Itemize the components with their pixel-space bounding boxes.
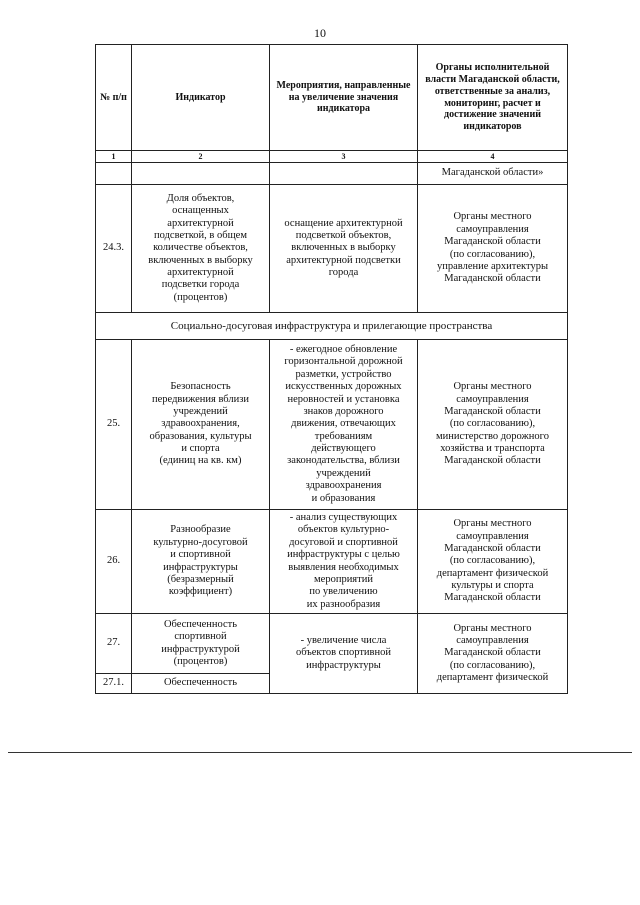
cell-measures: - увеличение числа объектов спортивной инфраструктуры — [270, 614, 418, 694]
page-number: 10 — [314, 26, 326, 40]
table-row — [96, 510, 568, 614]
column-number: 2 — [132, 151, 270, 163]
bottom-divider — [8, 752, 632, 753]
header-measures: Мероприятия, направленные на увеличение значения индикатора — [270, 45, 418, 151]
cell-indicator: Разнообразие культурно-досуговой и спортивной инфраструктуры (безразмерный коэффициент) — [132, 510, 270, 614]
continuation-row — [96, 163, 568, 185]
cell-organs: Магаданской области» — [418, 163, 568, 185]
section-row — [96, 313, 568, 340]
section-title: Социально-досуговая инфраструктура и прилегающие пространства — [96, 313, 568, 340]
cell-measures: - ежегодное обновление горизонтальной дорожной разметки, устройство искусственных дорожных неровностей и установка знаков дорожного движения, отвечающих требованиям действующего законодательства, вблизи учреждений здравоохранения и образования — [270, 340, 418, 510]
table-row — [96, 340, 568, 510]
column-number: 3 — [270, 151, 418, 163]
header-no: № п/п — [96, 45, 132, 151]
cell-indicator: Безопасность передвижения вблизи учреждений здравоохранения, образования, культуры и спорта (единиц на кв. км) — [132, 340, 270, 510]
cell-measures: оснащение архитектурной подсветкой объектов, включенных в выборку архитектурной подсветки города — [270, 185, 418, 313]
column-number: 1 — [96, 151, 132, 163]
table-row — [96, 185, 568, 313]
cell-no: 24.3. — [96, 185, 132, 313]
cell-measures — [270, 163, 418, 185]
column-number-row — [96, 151, 568, 163]
table-row — [96, 614, 568, 674]
cell-indicator: Обеспеченность — [132, 674, 270, 694]
header-row — [96, 45, 568, 151]
column-number: 4 — [418, 151, 568, 163]
cell-organs: Органы местного самоуправления Магаданской области (по согласованию), управление архитектуры Магаданской области — [418, 185, 568, 313]
cell-organs: Органы местного самоуправления Магаданской области (по согласованию), департамент физической — [418, 614, 568, 694]
cell-measures: - анализ существующих объектов культурно- досуговой и спортивной инфраструктуры с целью выявления необходимых мероприятий по увеличению их разнообразия — [270, 510, 418, 614]
header-organs: Органы исполнительной власти Магаданской области, ответственные за анализ, мониторинг, расчет и достижение значений индикаторов — [418, 45, 568, 151]
cell-no: 27.1. — [96, 674, 132, 694]
cell-indicator — [132, 163, 270, 185]
indicators-table — [95, 44, 568, 694]
cell-indicator: Доля объектов, оснащенных архитектурной подсветкой, в общем количестве объектов, включенных в выборку архитектурной подсветки города (процентов) — [132, 185, 270, 313]
cell-no: 27. — [96, 614, 132, 674]
header-indicator: Индикатор — [132, 45, 270, 151]
cell-organs: Органы местного самоуправления Магаданской области (по согласованию), министерство дорожного хозяйства и транспорта Магаданской области — [418, 340, 568, 510]
cell-indicator: Обеспеченность спортивной инфраструктурой (процентов) — [132, 614, 270, 674]
cell-no: 25. — [96, 340, 132, 510]
cell-no — [96, 163, 132, 185]
cell-no: 26. — [96, 510, 132, 614]
cell-organs: Органы местного самоуправления Магаданской области (по согласованию), департамент физической культуры и спорта Магаданской области — [418, 510, 568, 614]
